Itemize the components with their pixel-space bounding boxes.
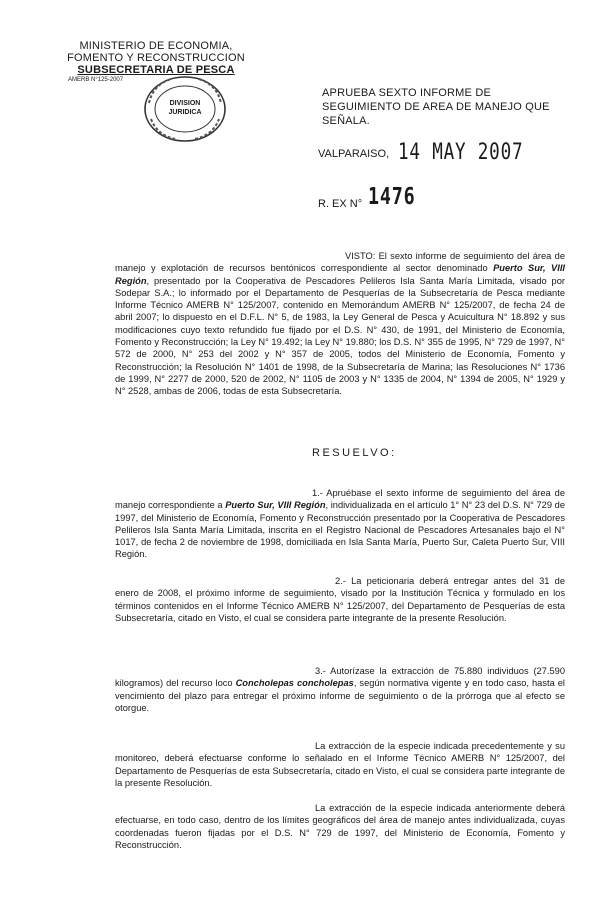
article-3-text-a: 3.- Autorízase la extracción de 75.880 individuos (27.590 kilogramos) del recurso loco <box>115 666 565 689</box>
article-1-sector: Puerto Sur, VIII Región <box>225 500 326 511</box>
place-label: VALPARAISO, <box>318 148 390 160</box>
ministry-line-1: MINISTERIO DE ECONOMIA, <box>79 40 233 52</box>
division-juridica-seal <box>141 73 229 143</box>
article-2: 2.- La peticionaria deberá entregar antes del 31 de enero de 2008, el próximo informe de seguimiento, visado por la Institución Técnica y formulado en los términos contenidos en el Informe Técnico AMERB N° 125/2007, del Departamento de Pesquerías de esta Subsecretaría, citado en Visto, el cual se considera parte integrante de la presente Resolución. <box>115 576 565 623</box>
article-1 <box>115 487 565 561</box>
resolution-number: 1476 <box>368 184 416 210</box>
visto-paragraph <box>115 250 565 398</box>
ministry-line-2: FOMENTO Y RECONSTRUCCION <box>67 52 245 64</box>
visto-text-2: , presentado por la Cooperativa de Pescadores Pelileros Isla Santa María Limitada, visado por Sodepar S.A.; lo informado por el Departamento de Pesquerías de la Subsecretaría de Pesca mediante Informe Técnico AMERB N° 125/2007, contenido en Memorándum AMERB N° 125/2007, de fecha 24 de abril 2007; lo dispuesto en el D.F.L. N° 5, de 1983, la Ley General de Pesca y Acuicultura N° 18.892 y sus modificaciones cuyo texto refundido fue fijado por el D.S. N° 430, de 1991, del Ministerio de Economía, Fomento y Reconstrucción; la Ley N° 19.492; la Ley N° 19.880; los D.S. N° 355 de 1995, N° 729 de 1997, N° 572 de 2000, N° 253 del 2002 y N° 357 de 2005, todos del Ministerio de Economía, Fomento y Reconstrucción; la Resolución N° 1401 de 1998, de la Subsecretaría de Marina; las Resoluciones N° 1736 de 1999, N° 2277 de 2000, 520 de 2002, N° 1105 de 2003 y N° 1335 de 2004, N° 1394 de 2005, N° 1929 y N° 2528, ambas de 2006, todas de esta Subsecretaría. <box>115 275 565 397</box>
date-stamp: 14 MAY 2007 <box>398 140 524 165</box>
visto-text-1: VISTO: El sexto informe de seguimiento del área de manejo y explotación de recursos bentónicos correspondiente al sector denominado <box>115 251 565 274</box>
resolution-label: R. EX N° <box>318 198 363 210</box>
article-3 <box>115 665 565 714</box>
document-subject: APRUEBA SEXTO INFORME DE SEGUIMIENTO DE AREA DE MANEJO QUE SEÑALA. <box>322 87 550 127</box>
article-3-text-b: , según normativa vigente y en todo caso, hasta el vencimiento del plazo para entregar el próximo informe de seguimiento o de la prórroga que al efecto se otorgue. <box>115 678 565 713</box>
resuelvo-heading: RESUELVO: <box>312 447 397 459</box>
visto-sector: Puerto Sur, VIII Región <box>115 263 565 286</box>
reference-code: AMERB N°125-2007 <box>68 77 124 83</box>
article-1-text-b: , individualizada en el artículo 1° N° 23 del D.S. N° 729 de 1997, del Ministerio de Economía, Fomento y Reconstrucción presentado por la Cooperativa de Pescadores Pelileros Isla Santa María Limitada, inscrita en el Registro Nacional de Pescadores Artesanales bajo el N° 1017, de fecha 2 de noviembre de 1998, domiciliada en Isla Santa María, Puerto Sur, Caleta Puerto Sur, VIII Región. <box>115 500 565 560</box>
paragraph-5: La extracción de la especie indicada anteriormente deberá efectuarse, en todo caso, dentro de los límites geográficos del área de manejo antes individualizada, cuyas coordenadas fueron fijadas por el D.S. N° 729 de 1997, del Ministerio de Economía, Fomento y Reconstrucción. <box>115 803 565 850</box>
article-3-species: Concholepas concholepas <box>235 678 354 689</box>
seal-text: DIVISION JURIDICA <box>168 100 202 116</box>
paragraph-4: La extracción de la especie indicada precedentemente y su monitoreo, deberá efectuarse conforme lo señalado en el Informe Técnico AMERB N° 125/2007, del Departamento de Pesquerías de esta Subsecretaría, citado en Visto, el cual se considera parte integrante de la presente Resolución. <box>115 741 565 788</box>
article-1-text-a: 1.- Apruébase el sexto informe de seguimiento del área de manejo correspondiente a <box>115 488 565 511</box>
ministry-line-3: SUBSECRETARIA DE PESCA <box>77 64 235 76</box>
